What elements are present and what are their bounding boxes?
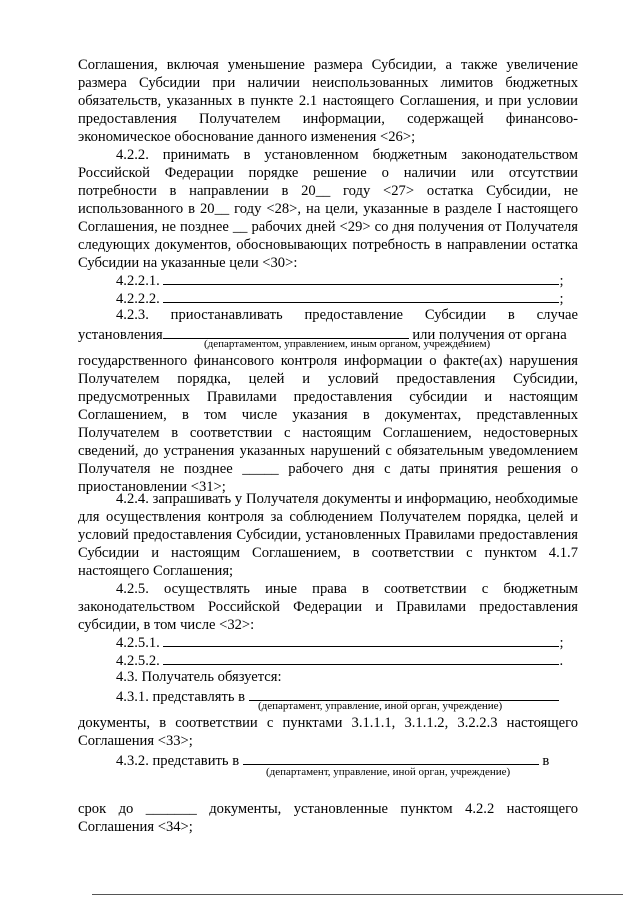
- paragraph-4-2-5: 4.2.5. осуществлять иные права в соответствии с бюджетным законодательством Российской Федерации и Правилами предоставления субсидии, в том числе <32>:: [78, 581, 578, 633]
- paragraph-4-3-1-body: документы, в соответствии с пунктами 3.1.1.1, 3.1.1.2, 3.2.2.3 настоящего Соглашения <33>;: [78, 715, 578, 749]
- paragraph-4-3-2-body: срок до _______ документы, установленные пунктом 4.2.2 настоящего Соглашения <34>;: [78, 801, 578, 835]
- present-to-label: 4.3.2. представить в: [116, 753, 240, 769]
- caption-department-1: (департаментом, управлением, иным органом, учреждением): [204, 338, 491, 350]
- item-4-2-5-1: [78, 632, 616, 652]
- paragraph-continuation: Соглашения, включая уменьшение размера Субсидии, а также увеличение размера Субсидии при наличии неиспользованных лимитов бюджетных обязательств, указанных в пункте 2.1 настоящего Соглашения, и при условии предоставления Получателем информации, содержащей финансово-экономическое обоснование данного изменения <26>;: [78, 57, 578, 145]
- blank-line: [163, 270, 559, 285]
- paragraph-4-3: 4.3. Получатель обязуется:: [116, 669, 282, 685]
- item-4-2-5-1-number: 4.2.5.1.: [116, 635, 160, 651]
- blank-line: [163, 632, 559, 647]
- paragraph-4-2-3-intro: 4.2.3. приостанавливать предоставление Субсидии в случае: [116, 307, 578, 323]
- item-4-2-2-2: [78, 288, 616, 308]
- establishment-label: установления: [78, 327, 163, 343]
- blank-line: [163, 324, 409, 339]
- caption-department-2: (департамент, управление, иной орган, учреждение): [258, 700, 503, 712]
- blank-line: [243, 750, 539, 765]
- item-end-semicolon: ;: [559, 273, 564, 289]
- paragraph-4-2-4: 4.2.4. запрашивать у Получателя документы и информацию, необходимые для осуществления контроля за соблюдением Получателем порядка, целей и условий предоставления Субсидии, установленных Правилами предоставления Субсидии и настоящим Соглашением, в соответствии с пунктом 4.1.7 настоящего Соглашения;: [78, 491, 578, 579]
- item-end-semicolon: ;: [559, 635, 564, 651]
- item-end-semicolon: ;: [559, 291, 564, 307]
- preposition-v: в: [542, 753, 550, 769]
- blank-line: [163, 288, 559, 303]
- item-4-2-2-1: [78, 270, 616, 290]
- item-4-2-5-2-number: 4.2.5.2.: [116, 653, 160, 669]
- item-4-2-2-2-number: 4.2.2.2.: [116, 291, 160, 307]
- or-receipt-label: или получения от органа: [412, 327, 567, 343]
- item-end-period: .: [559, 653, 564, 669]
- blank-line: [249, 686, 559, 701]
- item-4-2-2-1-number: 4.2.2.1.: [116, 273, 160, 289]
- submit-to-label: 4.3.1. представлять в: [116, 689, 246, 705]
- item-4-2-5-2: [78, 650, 616, 670]
- paragraph-4-2-3-body: государственного финансового контроля информации о факте(ах) нарушения Получателем порядка, целей и условий предоставления Субсидии, предусмотренных Правилами предоставления субсидии и настоящим Соглашением, в том числе указания в документах, представленных Получателем в соответствии с настоящим Соглашением, недостоверных сведений, до устранения указанных нарушений с обязательным уведомлением Получателя не позднее _____ рабочего дня с даты принятия решения о приостановлении <31>;: [78, 353, 578, 495]
- blank-line: [163, 650, 559, 665]
- caption-department-3: (департамент, управление, иной орган, учреждение): [266, 766, 511, 778]
- paragraph-4-2-2: 4.2.2. принимать в установленном бюджетным законодательством Российской Федерации порядке решение о наличии или отсутствии потребности в направлении в 20__ году <27> остатка Субсидии, не использованного в 20__ году <28>, на цели, указанные в разделе I настоящего Соглашения, не позднее __ рабочих дней <29> со дня получения от Получателя следующих документов, обосновывающих потребность в направлении остатка Субсидии на указанные цели <30>:: [78, 147, 578, 271]
- footer-rule: [92, 894, 623, 895]
